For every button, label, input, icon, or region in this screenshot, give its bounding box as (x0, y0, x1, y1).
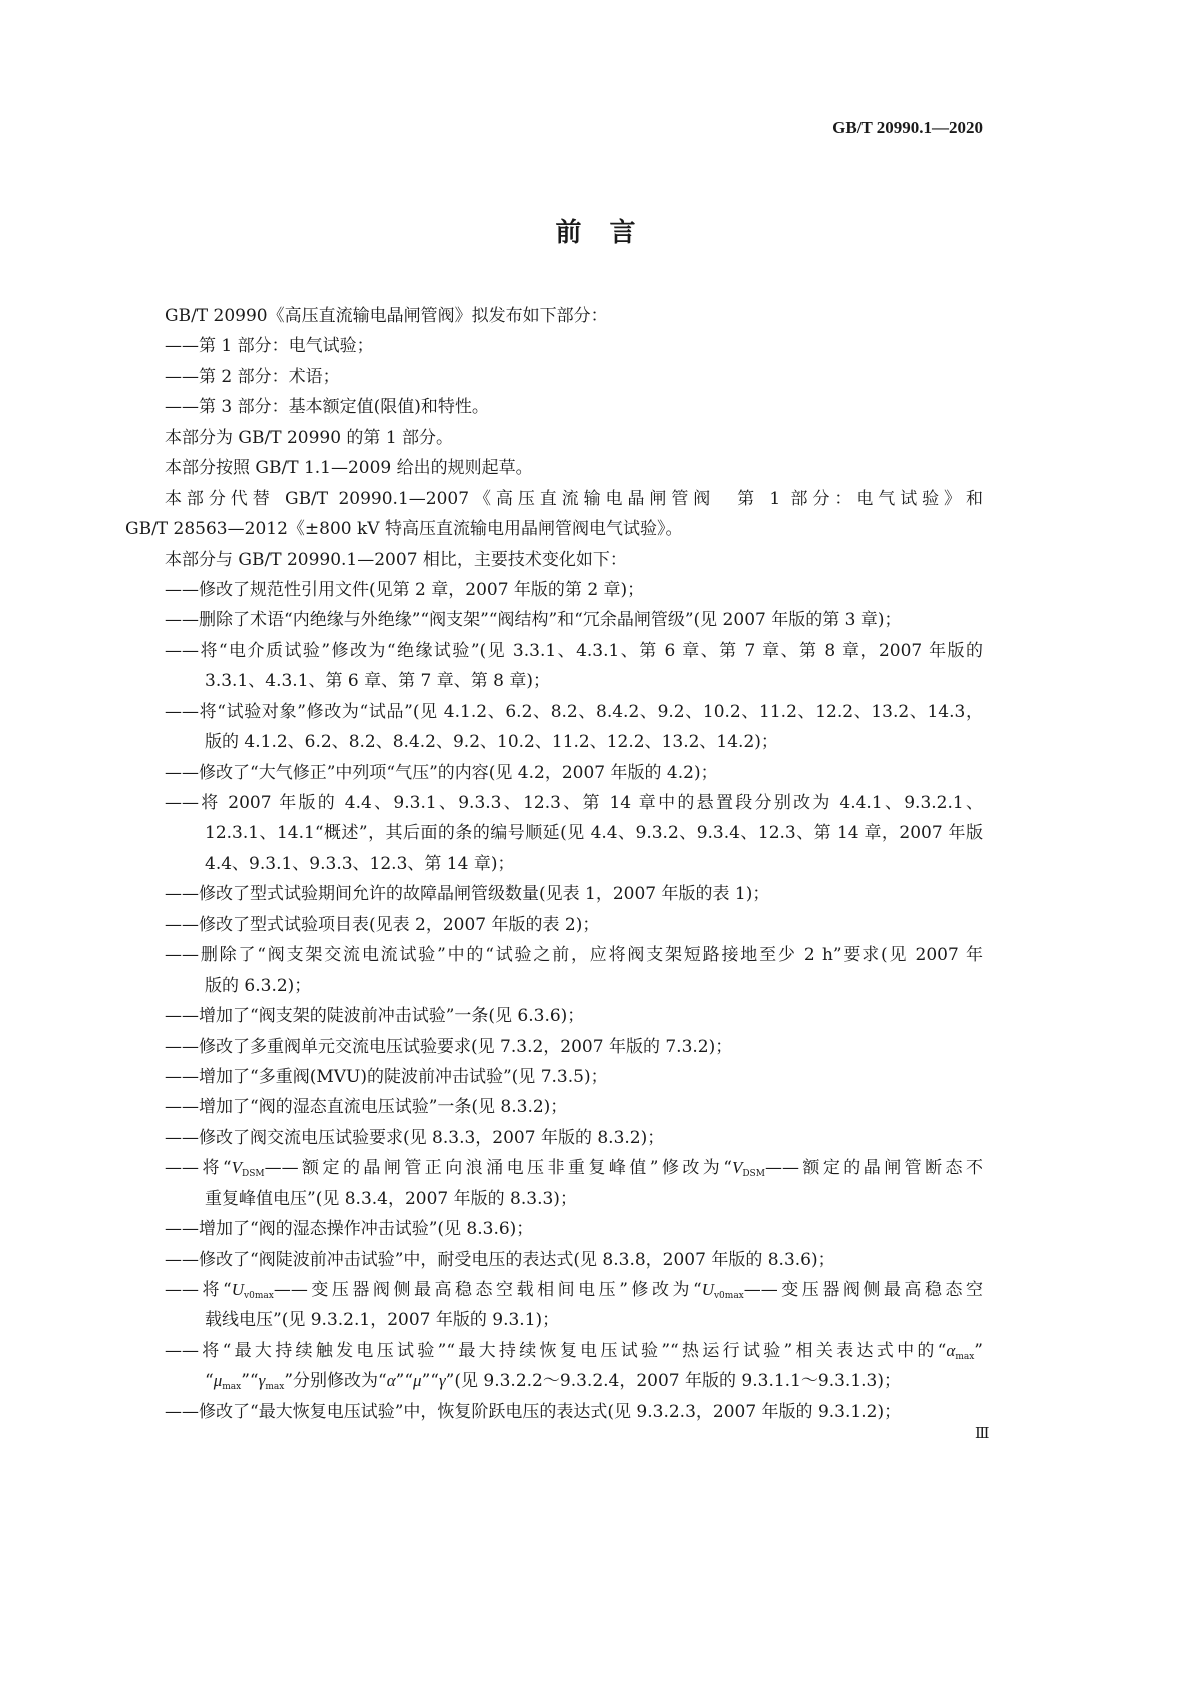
math-symbol: γ (438, 1371, 446, 1391)
math-symbol: α (386, 1371, 396, 1391)
subscript: max (265, 1382, 285, 1393)
text-line: ——修改了多重阀单元交流电压试验要求(见 7.3.2，2007 年版的 7.3.2)； (165, 1036, 733, 1057)
list-item (125, 392, 983, 422)
text-line: 版的 6.3.2)； (205, 975, 312, 996)
subscript: DSM (742, 1169, 765, 1180)
list-item (125, 1123, 983, 1153)
text-line: ——将“试验对象”修改为“试品”(见 4.1.2、6.2、8.2、8.4.2、9.2、10.2、11.2、12.2、13.2、14.3， (165, 701, 983, 722)
text-segment: ——额定的晶闸管正向浪涌电压非重复峰值”修改为“ (264, 1158, 732, 1179)
text-segment: ——变压器阀侧最高稳态空载相间电压”修改为“ (273, 1280, 702, 1300)
text-line: 12.3.1、14.1“概述”，其后面的条的编号顺延(见 4.4、9.3.2、9.3.4、12.3、第 14 章，2007 年版 (205, 823, 983, 844)
list-item (125, 575, 983, 605)
paragraph (125, 545, 983, 575)
list-item (125, 1032, 983, 1062)
text-line: ——将“电介质试验”修改为“绝缘试验”(见 3.3.1、4.3.1、第 6 章、第 7 章、第 8 章，2007 年版的 (165, 640, 983, 661)
math-symbol: U (701, 1280, 714, 1299)
text-line: 3.3.1、4.3.1、第 6 章、第 7 章、第 8 章)； (205, 671, 551, 692)
text-segment: ”“ (395, 1371, 414, 1392)
list-item (125, 1214, 983, 1244)
standard-code-header: GB/T 20990.1—2020 (832, 118, 983, 137)
text-line: ——增加了“多重阀(MVU)的陡波前冲击试验”(见 7.3.5)； (165, 1066, 608, 1087)
text-line: GB/T 28563—2012《±800 kV 特高压直流输电用晶闸管阀电气试验》。 (125, 519, 683, 540)
text-line: ——增加了“阀支架的陡波前冲击试验”一条(见 6.3.6)； (165, 1006, 585, 1027)
text-line: 本部分为 GB/T 20990 的第 1 部分。 (165, 427, 454, 448)
math-symbol: μ (213, 1371, 223, 1391)
list-item (125, 605, 983, 635)
text-segment: “ (205, 1371, 214, 1392)
subscript: DSM (242, 1169, 265, 1180)
list-item (125, 697, 983, 758)
list-item (125, 788, 983, 879)
text-line: ——第 3 部分：基本额定值(限值)和特性。 (165, 397, 489, 418)
list-item (125, 1001, 983, 1031)
text-segment: ——额定的晶闸管断态不 (764, 1158, 983, 1179)
text-line: ——增加了“阀的湿态直流电压试验”一条(见 8.3.2)； (165, 1097, 568, 1118)
math-symbol: α (946, 1340, 956, 1360)
page-title: 前言 (555, 218, 664, 248)
list-item (125, 636, 983, 697)
list-item (125, 362, 983, 392)
math-symbol: γ (258, 1371, 266, 1391)
text-segment: ”(见 9.3.2.2～9.3.2.4，2007 年版的 9.3.1.1～9.3.1.3)； (445, 1371, 902, 1392)
text-segment: ”分别修改为“ (284, 1371, 387, 1392)
text-segment: ——将“ (165, 1280, 232, 1300)
subscript: max (955, 1351, 975, 1362)
list-item (125, 1397, 983, 1427)
list-item (125, 331, 983, 361)
text-line: 重复峰值电压”(见 8.3.4，2007 年版的 8.3.3)； (205, 1188, 577, 1209)
text-line (125, 1275, 983, 1305)
list-item (125, 879, 983, 909)
text-line: 本部分代替 GB/T 20990.1—2007《高压直流输电晶闸管阀 第 1 部分：电气试验》和 (165, 488, 983, 509)
list-item (125, 1092, 983, 1122)
text-line: ——修改了规范性引用文件(见第 2 章，2007 年版的第 2 章)； (165, 579, 645, 600)
text-segment: ” (974, 1340, 983, 1361)
text-segment: ”“ (421, 1371, 439, 1392)
text-line: ——删除了术语“内绝缘与外绝缘”“阀支架”“阀结构”和“冗余晶闸管级”(见 2007 年版的第 3 章)； (165, 610, 902, 631)
text-line: ——第 1 部分：电气试验； (165, 336, 374, 357)
text-line (125, 1153, 983, 1183)
paragraph (125, 423, 983, 453)
text-line: ——删除了“阀支架交流电流试验”中的“试验之前，应将阀支架短路接地至少 2 h”要求(见 2007 年 (165, 945, 983, 966)
text-line: ——修改了“最大恢复电压试验”中，恢复阶跃电压的表达式(见 9.3.2.3，2007 年版的 9.3.1.2)； (165, 1401, 902, 1422)
list-item (125, 1245, 983, 1275)
list-item (125, 1336, 983, 1397)
text-segment: ”“ (241, 1371, 259, 1392)
math-symbol: U (231, 1280, 245, 1299)
text-line: 本部分与 GB/T 20990.1—2007 相比，主要技术变化如下： (165, 549, 627, 570)
math-symbol: V (231, 1158, 242, 1178)
text-segment: ——将“最大持续触发电压试验”“最大持续恢复电压试验”“热运行试验”相关表达式中的“ (165, 1340, 947, 1361)
text-line (125, 1336, 983, 1366)
document-body (125, 301, 983, 1427)
list-item (125, 1062, 983, 1092)
text-line: 4.4、9.3.1、9.3.3、12.3、第 14 章)； (205, 853, 515, 874)
paragraph (125, 453, 983, 483)
text-line: ——修改了“阀陡波前冲击试验”中，耐受电压的表达式(见 8.3.8，2007 年版的 8.3.6)； (165, 1249, 835, 1270)
list-item (125, 1275, 983, 1336)
text-line: ——增加了“阀的湿态操作冲击试验”(见 8.3.6)； (165, 1219, 534, 1240)
text-segment: ——将“ (165, 1158, 232, 1179)
text-line: ——修改了阀交流电压试验要求(见 8.3.3，2007 年版的 8.3.2)； (165, 1127, 665, 1148)
text-line: GB/T 20990《高压直流输电晶闸管阀》拟发布如下部分： (165, 306, 608, 326)
text-line: 载线电压”(见 9.3.2.1，2007 年版的 9.3.1)； (205, 1310, 560, 1331)
math-symbol: μ (413, 1371, 422, 1391)
text-line: ——修改了型式试验期间允许的故障晶闸管级数量(见表 1，2007 年版的表 1)； (165, 884, 770, 905)
list-item (125, 910, 983, 940)
text-line (125, 1366, 983, 1396)
text-line: 版的 4.1.2、6.2、8.2、8.4.2、9.2、10.2、11.2、12.2、13.2、14.2)； (205, 732, 778, 753)
subscript: v0max (713, 1291, 744, 1301)
text-line: ——修改了型式试验项目表(见表 2，2007 年版的表 2)； (165, 914, 600, 935)
math-symbol: V (731, 1158, 743, 1178)
subscript: v0max (244, 1291, 274, 1301)
paragraph (125, 484, 983, 545)
text-line: ——修改了“大气修正”中列项“气压”的内容(见 4.2，2007 年版的 4.2)； (165, 762, 718, 783)
text-line: ——将 2007 年版的 4.4、9.3.1、9.3.3、12.3、第 14 章中的悬置段分别改为 4.4.1、9.3.2.1、 (165, 793, 983, 813)
subscript: max (222, 1382, 242, 1393)
list-item (125, 1153, 983, 1214)
text-segment: ——变压器阀侧最高稳态空 (743, 1280, 983, 1300)
paragraph (125, 301, 983, 331)
text-line: 本部分按照 GB/T 1.1—2009 给出的规则起草。 (165, 458, 533, 479)
page-number: Ⅲ (975, 1424, 990, 1442)
list-item (125, 758, 983, 788)
text-line: ——第 2 部分：术语； (165, 366, 340, 387)
list-item (125, 940, 983, 1001)
